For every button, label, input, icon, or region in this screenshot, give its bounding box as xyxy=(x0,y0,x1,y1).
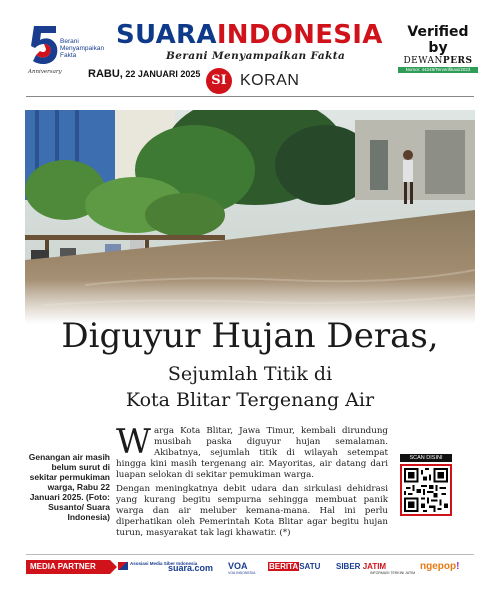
partner-suara-logo[interactable]: suara.com xyxy=(168,563,214,573)
masthead-brand[interactable] xyxy=(116,20,383,50)
media-partner-badge: MEDIA PARTNER xyxy=(26,560,110,574)
qr-label: SCAN DISINI xyxy=(400,454,452,462)
partner-voa-subtitle: VOA INDONESIA xyxy=(228,571,256,575)
anniversary-five-icon xyxy=(30,24,60,66)
flood-photo xyxy=(25,110,475,324)
verified-org: DEWANPERS xyxy=(403,56,473,66)
partner-siberjatim-subtitle: INFORMASI TERKINI JATIM xyxy=(370,571,415,575)
headline-main: Diguyur Hujan Deras, xyxy=(61,316,439,356)
brand-suara: SUARA xyxy=(116,20,217,50)
verified-number: Nomor: 44249/Terverifikasi/2023 xyxy=(398,67,478,73)
masthead-tagline: Berani Menyampaikan Fakta xyxy=(166,50,346,62)
anniversary-tagline: Berani Menyampaikan Fakta xyxy=(60,38,105,59)
brand-indonesia: INDONESIA xyxy=(216,20,383,50)
headline-sub-2: Kota Blitar Tergenang Air xyxy=(125,389,375,411)
qr-code[interactable] xyxy=(400,464,452,516)
footer-divider xyxy=(26,554,474,555)
partner-beritasatu-logo[interactable]: BERITASATU xyxy=(269,562,321,571)
partner-voa-logo[interactable]: VOA xyxy=(228,561,248,571)
dateline-date: 22 JANUARI 2025 xyxy=(125,69,201,79)
anniversary-script: Anniversary xyxy=(28,69,62,75)
partner-amsi-logo[interactable]: Asosiasi Media Siber Indonesia xyxy=(118,561,162,566)
qr-code-icon xyxy=(404,468,448,512)
article-paragraph-1: Warga Kota Blitar, Jawa Timur, kembali dirundung musibah paska diguyur hujan semalaman. Akibatnya, sejumlah titik di wilayah setempat hingga kini masih tergenang air. Mayoritas, air datang dari luapan selokan di sekitar pemukiman warga. xyxy=(116,422,388,480)
headline-sub-1: Sejumlah Titik di xyxy=(167,363,333,385)
photo-caption: Genangan air masih belum surut di sekitar permukiman warga, Rabu 22 Januari 2025. (Foto: Susanto/ Suara Indonesia) xyxy=(28,452,110,522)
partner-siberjatim-logo[interactable]: SIBER JATIM xyxy=(336,562,387,571)
flood-photo-illustration xyxy=(25,110,475,324)
dateline-day: RABU, xyxy=(88,68,123,80)
anniversary-logo xyxy=(26,22,105,76)
verified-title: Verified by xyxy=(407,24,469,56)
header-divider xyxy=(26,96,474,97)
edition-label: KORAN xyxy=(240,72,300,89)
si-logo: SI xyxy=(206,68,232,94)
article-dropcap: W xyxy=(116,422,151,462)
dateline xyxy=(88,68,200,80)
partner-ngepop-logo[interactable]: ngepop! xyxy=(420,561,460,572)
article-body xyxy=(116,422,388,542)
verified-badge xyxy=(398,24,478,73)
article-paragraph-2: Dengan meningkatnya debit udara dan sirkulasi dehidrasi yang kurang begitu sempurna sehingga membuat panik warga dan air meluber kemana-mana. Hal ini perlu diperhatikan oleh Pemerintah Kota Blitar agar begitu hujan turun, masyarakat tak lagi khawatir. (*) xyxy=(116,484,388,538)
